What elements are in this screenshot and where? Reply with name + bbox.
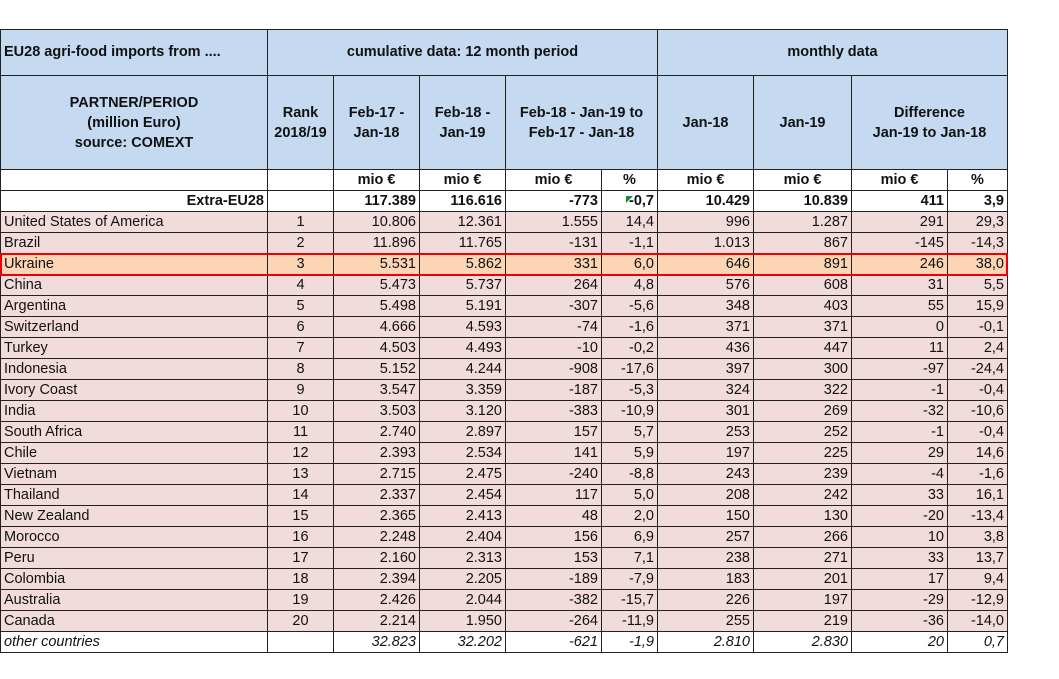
value-cell: 4.244 [420, 359, 506, 380]
value-cell: 436 [658, 338, 754, 359]
country-name: other countries [1, 632, 268, 653]
country-rank: 13 [268, 464, 334, 485]
value-cell: 6,0 [602, 254, 658, 275]
value-cell: -4 [852, 464, 948, 485]
value-cell: 5,5 [948, 275, 1008, 296]
value-cell: 255 [658, 611, 754, 632]
value-cell: -14,0 [948, 611, 1008, 632]
value-cell: 3.547 [334, 380, 420, 401]
country-name: Canada [1, 611, 268, 632]
value-cell: 3.120 [420, 401, 506, 422]
unit-cell: mio € [658, 170, 754, 191]
value-cell: 1.950 [420, 611, 506, 632]
value-cell: 12.361 [420, 212, 506, 233]
value-cell: -1,9 [602, 632, 658, 653]
value-cell: 197 [754, 590, 852, 611]
unit-cell: mio € [334, 170, 420, 191]
unit-cell: % [602, 170, 658, 191]
value-cell: -97 [852, 359, 948, 380]
value-cell: 0,7 [948, 632, 1008, 653]
value-cell: 2.404 [420, 527, 506, 548]
value-cell: 2.426 [334, 590, 420, 611]
country-rank: 20 [268, 611, 334, 632]
country-rank: 18 [268, 569, 334, 590]
country-rank: 4 [268, 275, 334, 296]
value-cell: 17 [852, 569, 948, 590]
value-cell: -12,9 [948, 590, 1008, 611]
value-cell: 5.473 [334, 275, 420, 296]
value-cell: 6,9 [602, 527, 658, 548]
value-cell: -1 [852, 422, 948, 443]
value-cell: 397 [658, 359, 754, 380]
value-cell: 153 [506, 548, 602, 569]
country-name: Turkey [1, 338, 268, 359]
value-cell: 226 [658, 590, 754, 611]
value-cell: 1.287 [754, 212, 852, 233]
value-cell: 2.393 [334, 443, 420, 464]
table-row [1, 380, 1008, 401]
value-cell: 4.666 [334, 317, 420, 338]
value-cell: 411 [852, 191, 948, 212]
value-cell: 2.313 [420, 548, 506, 569]
imports-table [0, 29, 1008, 653]
value-cell: -187 [506, 380, 602, 401]
value-cell: -10,9 [602, 401, 658, 422]
value-cell: 156 [506, 527, 602, 548]
value-cell: 2.475 [420, 464, 506, 485]
value-cell: 2.205 [420, 569, 506, 590]
value-cell: 2.897 [420, 422, 506, 443]
value-cell: 867 [754, 233, 852, 254]
value-cell: -32 [852, 401, 948, 422]
value-cell: -264 [506, 611, 602, 632]
value-cell: 646 [658, 254, 754, 275]
value-cell: 5,7 [602, 422, 658, 443]
extra-eu-rank [268, 191, 334, 212]
country-rank: 14 [268, 485, 334, 506]
unit-cell: mio € [754, 170, 852, 191]
value-cell: -10,6 [948, 401, 1008, 422]
value-cell: 252 [754, 422, 852, 443]
value-cell: 208 [658, 485, 754, 506]
value-cell: -0,2 [602, 338, 658, 359]
value-cell: 253 [658, 422, 754, 443]
value-cell: 4.503 [334, 338, 420, 359]
table-row [1, 569, 1008, 590]
value-cell: 3.503 [334, 401, 420, 422]
value-cell: 13,7 [948, 548, 1008, 569]
value-cell: 5,0 [602, 485, 658, 506]
value-cell: 371 [754, 317, 852, 338]
value-cell: 239 [754, 464, 852, 485]
value-cell: 243 [658, 464, 754, 485]
value-cell: 31 [852, 275, 948, 296]
country-name: Chile [1, 443, 268, 464]
country-name: South Africa [1, 422, 268, 443]
value-cell: 32.823 [334, 632, 420, 653]
value-cell: 996 [658, 212, 754, 233]
table-row [1, 506, 1008, 527]
value-cell: -1,6 [948, 464, 1008, 485]
value-cell: 33 [852, 485, 948, 506]
value-cell: 9,4 [948, 569, 1008, 590]
value-cell: -5,3 [602, 380, 658, 401]
table-row [1, 485, 1008, 506]
value-cell: 2.454 [420, 485, 506, 506]
units-blank-2 [268, 170, 334, 191]
table-row [1, 275, 1008, 296]
value-cell: 3.359 [420, 380, 506, 401]
value-cell: 55 [852, 296, 948, 317]
value-cell: -0,7 [602, 191, 658, 212]
value-cell: 116.616 [420, 191, 506, 212]
header-row-1 [1, 30, 1008, 76]
country-rank: 17 [268, 548, 334, 569]
value-cell: 2.214 [334, 611, 420, 632]
value-cell: 3,9 [948, 191, 1008, 212]
unit-cell: mio € [420, 170, 506, 191]
value-cell: 2.830 [754, 632, 852, 653]
table-row [1, 548, 1008, 569]
value-cell: 20 [852, 632, 948, 653]
value-cell: -74 [506, 317, 602, 338]
value-cell: 10 [852, 527, 948, 548]
value-cell: 371 [658, 317, 754, 338]
units-blank-1 [1, 170, 268, 191]
cumulative-header: cumulative data: 12 month period [268, 30, 658, 76]
monthly-diff-header [852, 76, 1008, 170]
value-cell: 324 [658, 380, 754, 401]
value-cell: 2.810 [658, 632, 754, 653]
table-container [0, 29, 1008, 653]
value-cell: 403 [754, 296, 852, 317]
value-cell: -0,4 [948, 422, 1008, 443]
country-rank: 15 [268, 506, 334, 527]
feb17-line1: Feb-17 - [348, 104, 405, 121]
value-cell: -621 [506, 632, 602, 653]
value-cell: -131 [506, 233, 602, 254]
value-cell: -8,8 [602, 464, 658, 485]
unit-cell: mio € [506, 170, 602, 191]
country-name: Morocco [1, 527, 268, 548]
table-row [1, 254, 1008, 275]
cumdiff-line1: Feb-18 - Jan-19 to [519, 104, 644, 121]
value-cell: 266 [754, 527, 852, 548]
country-rank: 2 [268, 233, 334, 254]
country-name: Indonesia [1, 359, 268, 380]
table-title: EU28 agri-food imports from .... [1, 30, 268, 76]
value-cell: 264 [506, 275, 602, 296]
value-cell: -307 [506, 296, 602, 317]
country-name: Argentina [1, 296, 268, 317]
value-cell: 225 [754, 443, 852, 464]
country-rank: 16 [268, 527, 334, 548]
value-cell: 246 [852, 254, 948, 275]
value-cell: 183 [658, 569, 754, 590]
value-cell: 29,3 [948, 212, 1008, 233]
country-name: United States of America [1, 212, 268, 233]
cumdiff-line2: Feb-17 - Jan-18 [528, 124, 635, 141]
value-cell: 2,0 [602, 506, 658, 527]
value-cell: 201 [754, 569, 852, 590]
table-row [1, 233, 1008, 254]
value-cell: 242 [754, 485, 852, 506]
value-cell: -383 [506, 401, 602, 422]
value-cell: 130 [754, 506, 852, 527]
country-rows [1, 212, 1008, 632]
value-cell: 219 [754, 611, 852, 632]
value-cell: 238 [658, 548, 754, 569]
table-row [1, 296, 1008, 317]
units-row [1, 170, 1008, 191]
mdiff-line1: Difference [894, 104, 965, 121]
value-cell: -14,3 [948, 233, 1008, 254]
value-cell: -0,1 [948, 317, 1008, 338]
value-cell: -240 [506, 464, 602, 485]
value-cell: 117 [506, 485, 602, 506]
monthly-header: monthly data [658, 30, 1008, 76]
value-cell: 4,8 [602, 275, 658, 296]
value-cell: -1,1 [602, 233, 658, 254]
value-cell: 300 [754, 359, 852, 380]
value-cell: 271 [754, 548, 852, 569]
table-row [1, 317, 1008, 338]
country-rank: 8 [268, 359, 334, 380]
value-cell: 2.248 [334, 527, 420, 548]
cumulative-diff-header [506, 76, 658, 170]
value-cell: 2.740 [334, 422, 420, 443]
value-cell: -0,4 [948, 380, 1008, 401]
value-cell: 14,6 [948, 443, 1008, 464]
value-cell: 331 [506, 254, 602, 275]
table-row [1, 464, 1008, 485]
country-rank: 5 [268, 296, 334, 317]
country-name: Ukraine [1, 254, 268, 275]
value-cell: 15,9 [948, 296, 1008, 317]
value-cell: 4.493 [420, 338, 506, 359]
value-cell: 32.202 [420, 632, 506, 653]
partner-header [1, 76, 268, 170]
value-cell: -20 [852, 506, 948, 527]
value-cell: -11,9 [602, 611, 658, 632]
country-name: Switzerland [1, 317, 268, 338]
value-cell: 7,1 [602, 548, 658, 569]
jan19-header: Jan-19 [754, 76, 852, 170]
value-cell: 2.365 [334, 506, 420, 527]
table-row [1, 359, 1008, 380]
value-cell: 3,8 [948, 527, 1008, 548]
rank-line1: Rank [282, 104, 319, 121]
value-cell: 141 [506, 443, 602, 464]
value-cell: 322 [754, 380, 852, 401]
country-name: Peru [1, 548, 268, 569]
table-row [1, 611, 1008, 632]
country-name: Thailand [1, 485, 268, 506]
value-cell: 2.337 [334, 485, 420, 506]
country-name: Brazil [1, 233, 268, 254]
value-cell: 608 [754, 275, 852, 296]
value-cell: 891 [754, 254, 852, 275]
country-rank: 6 [268, 317, 334, 338]
country-name: Ivory Coast [1, 380, 268, 401]
value-cell: 33 [852, 548, 948, 569]
country-name: India [1, 401, 268, 422]
value-cell: 11.896 [334, 233, 420, 254]
value-cell: 576 [658, 275, 754, 296]
value-cell: 257 [658, 527, 754, 548]
value-cell: 2.715 [334, 464, 420, 485]
value-cell: 5.531 [334, 254, 420, 275]
value-cell: -7,9 [602, 569, 658, 590]
feb18-line1: Feb-18 - [434, 104, 491, 121]
value-cell: 29 [852, 443, 948, 464]
rank-header [268, 76, 334, 170]
table-row [1, 401, 1008, 422]
unit-cell: mio € [852, 170, 948, 191]
value-cell: 2.044 [420, 590, 506, 611]
value-cell: 117.389 [334, 191, 420, 212]
extra-eu-label: Extra-EU28 [1, 191, 268, 212]
value-cell: 150 [658, 506, 754, 527]
value-cell: 38,0 [948, 254, 1008, 275]
value-cell: -773 [506, 191, 602, 212]
feb17-line2: Jan-18 [353, 124, 400, 141]
value-cell: -908 [506, 359, 602, 380]
table-row [1, 422, 1008, 443]
feb18-line2: Jan-19 [439, 124, 486, 141]
value-cell: 5,9 [602, 443, 658, 464]
table-row [1, 338, 1008, 359]
value-cell: -1 [852, 380, 948, 401]
table-row [1, 527, 1008, 548]
country-rank: 3 [268, 254, 334, 275]
table-row [1, 212, 1008, 233]
value-cell: -145 [852, 233, 948, 254]
value-cell: -24,4 [948, 359, 1008, 380]
table-row [1, 443, 1008, 464]
country-rank: 9 [268, 380, 334, 401]
rank-line2: 2018/19 [274, 124, 327, 141]
feb17-header [334, 76, 420, 170]
table-row [1, 590, 1008, 611]
value-cell: -1,6 [602, 317, 658, 338]
value-cell: 5.498 [334, 296, 420, 317]
country-rank [268, 632, 334, 653]
country-rank: 10 [268, 401, 334, 422]
value-cell: -15,7 [602, 590, 658, 611]
value-cell: 10.839 [754, 191, 852, 212]
value-cell: 2.534 [420, 443, 506, 464]
value-cell: 2.160 [334, 548, 420, 569]
value-cell: 5.862 [420, 254, 506, 275]
value-cell: 269 [754, 401, 852, 422]
country-rank: 1 [268, 212, 334, 233]
value-cell: 1.013 [658, 233, 754, 254]
other-countries-row [1, 632, 1008, 653]
value-cell: 11.765 [420, 233, 506, 254]
value-cell: 2.413 [420, 506, 506, 527]
comment-indicator-icon [626, 196, 633, 203]
value-cell: -17,6 [602, 359, 658, 380]
unit-cell: % [948, 170, 1008, 191]
value-cell: 2.394 [334, 569, 420, 590]
value-cell: -29 [852, 590, 948, 611]
value-cell: -10 [506, 338, 602, 359]
value-cell: 301 [658, 401, 754, 422]
extra-eu-row [1, 191, 1008, 212]
value-cell: 5.737 [420, 275, 506, 296]
value-cell: 0 [852, 317, 948, 338]
value-cell: 10.806 [334, 212, 420, 233]
partner-line2: (million Euro) [87, 114, 181, 131]
value-cell: 348 [658, 296, 754, 317]
value-cell: -36 [852, 611, 948, 632]
value-cell: 48 [506, 506, 602, 527]
country-name: Vietnam [1, 464, 268, 485]
value-cell: 10.429 [658, 191, 754, 212]
country-rank: 11 [268, 422, 334, 443]
country-name: New Zealand [1, 506, 268, 527]
jan18-header: Jan-18 [658, 76, 754, 170]
value-cell: 11 [852, 338, 948, 359]
header-row-2 [1, 76, 1008, 170]
value-cell: 1.555 [506, 212, 602, 233]
mdiff-line2: Jan-19 to Jan-18 [872, 124, 987, 141]
feb18-header [420, 76, 506, 170]
country-name: China [1, 275, 268, 296]
value-cell: 5.152 [334, 359, 420, 380]
value-cell: -13,4 [948, 506, 1008, 527]
value-cell: 157 [506, 422, 602, 443]
partner-line3: source: COMEXT [74, 134, 194, 151]
value-cell: 16,1 [948, 485, 1008, 506]
value-cell: 2,4 [948, 338, 1008, 359]
value-cell: -189 [506, 569, 602, 590]
country-name: Colombia [1, 569, 268, 590]
country-name: Australia [1, 590, 268, 611]
partner-line1: PARTNER/PERIOD [69, 94, 199, 111]
value-cell: 447 [754, 338, 852, 359]
value-cell: 14,4 [602, 212, 658, 233]
value-cell: -382 [506, 590, 602, 611]
country-rank: 7 [268, 338, 334, 359]
value-cell: -5,6 [602, 296, 658, 317]
value-cell: 197 [658, 443, 754, 464]
country-rank: 12 [268, 443, 334, 464]
value-cell: 291 [852, 212, 948, 233]
country-rank: 19 [268, 590, 334, 611]
value-cell: 5.191 [420, 296, 506, 317]
value-cell: 4.593 [420, 317, 506, 338]
